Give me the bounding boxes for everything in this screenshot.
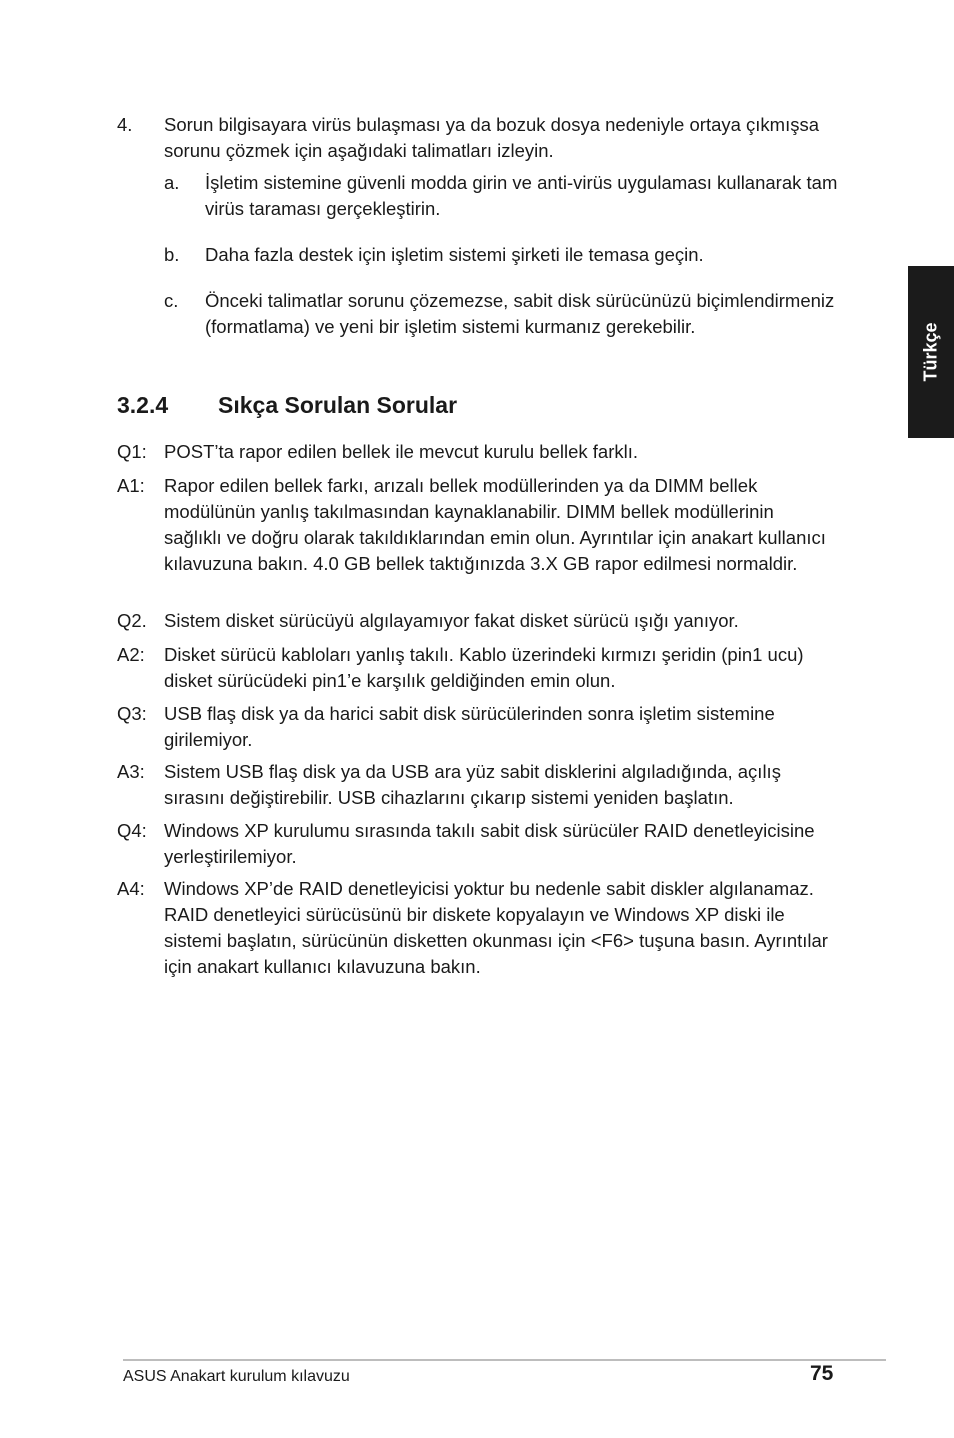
faq-tag: A1: [117,475,145,496]
faq-text: Windows XP’de RAID denetleyicisi yoktur bu nedenle sabit diskler algılanamaz. RAID denetleyici sürücüsünü bir diskete kopyalayın ve Windows XP diski ile sistemi başlatın, sürücünün disketten okunması için <F6> tuşuna basın. Ayrıntılar için anakart kullanıcı kılavuzuna bakın. [164,878,828,977]
faq-answer [117,642,832,694]
side-tab-label: Türkçe [920,322,941,382]
faq-question [117,608,832,634]
section-title: Sıkça Sorulan Sorular [218,392,458,418]
language-side-tab [908,266,954,438]
faq-tag: A2: [117,644,145,665]
footer-divider [123,1359,886,1361]
faq-text: Sistem disket sürücüyü algılayamıyor fakat disket sürücü ışığı yanıyor. [164,610,739,631]
faq-text: Sistem USB flaş disk ya da USB ara yüz sabit disklerini algıladığında, açılış sırasını değiştirebilir. USB cihazlarını çıkarıp sistemi yeniden başlatın. [164,761,781,808]
section-heading [117,390,457,420]
page-number: 75 [810,1362,834,1385]
faq-text: USB flaş disk ya da harici sabit disk sürücülerinden sonra işletim sistemine girilemiyor. [164,703,775,750]
faq-text: POST’ta rapor edilen bellek ile mevcut kurulu bellek farklı. [164,441,639,462]
sub-item-letter: a. [164,172,180,193]
faq-text: Windows XP kurulumu sırasında takılı sabit disk sürücüler RAID denetleyicisine yerleştirilemiyor. [164,820,815,867]
section-number: 3.2.4 [117,392,169,418]
sub-item-text: Daha fazla destek için işletim sistemi şirketi ile temasa geçin. [205,244,704,265]
list-item-number: 4. [117,114,133,135]
faq-text: Rapor edilen bellek farkı, arızalı bellek modüllerinden ya da DIMM bellek modülünün yanlış takılmasından kaynaklanabilir. DIMM bellek modüllerinin sağlıklı ve doğru olarak takıldıklarından emin olun. Ayrıntılar için anakart kullanıcı kılavuzuna bakın. 4.0 GB bellek taktığınızda 3.X GB rapor edilmesi normaldir. [164,475,826,574]
faq-question [117,701,832,753]
sub-item-text: Önceki talimatlar sorunu çözemezse, sabit disk sürücünüzü biçimlendirmeniz (formatlama) ve yeni bir işletim sistemi kurmanız gerekebilir. [205,290,835,337]
sub-item-letter: b. [164,244,180,265]
faq-text: Disket sürücü kabloları yanlış takılı. Kablo üzerindeki kırmızı şeridin (pin1 ucu) disket sürücüdeki pin1’e karşılık geldiğinden emin olun. [164,644,804,691]
footer-title: ASUS Anakart kurulum kılavuzu [123,1368,350,1385]
faq-tag: A3: [117,761,145,782]
faq-tag: A4: [117,878,145,899]
faq-question [117,439,832,465]
faq-answer [117,876,832,980]
faq-answer [117,759,832,811]
sub-item-c [164,288,844,340]
list-item-text: Sorun bilgisayara virüs bulaşması ya da bozuk dosya nedeniyle ortaya çıkmışsa sorunu çözmek için aşağıdaki talimatları izleyin. [164,114,820,161]
faq-tag: Q2. [117,610,147,631]
sub-item-text: İşletim sistemine güvenli modda girin ve anti-virüs uygulaması kullanarak tam virüs taraması gerçekleştirin. [205,172,838,219]
faq-answer [117,473,832,577]
faq-tag: Q4: [117,820,147,841]
sub-item-b [164,242,844,268]
faq-question [117,818,832,870]
list-item-4 [117,112,847,164]
sub-item-letter: c. [164,290,179,311]
faq-tag: Q1: [117,441,147,462]
faq-tag: Q3: [117,703,147,724]
sub-item-a [164,170,844,222]
